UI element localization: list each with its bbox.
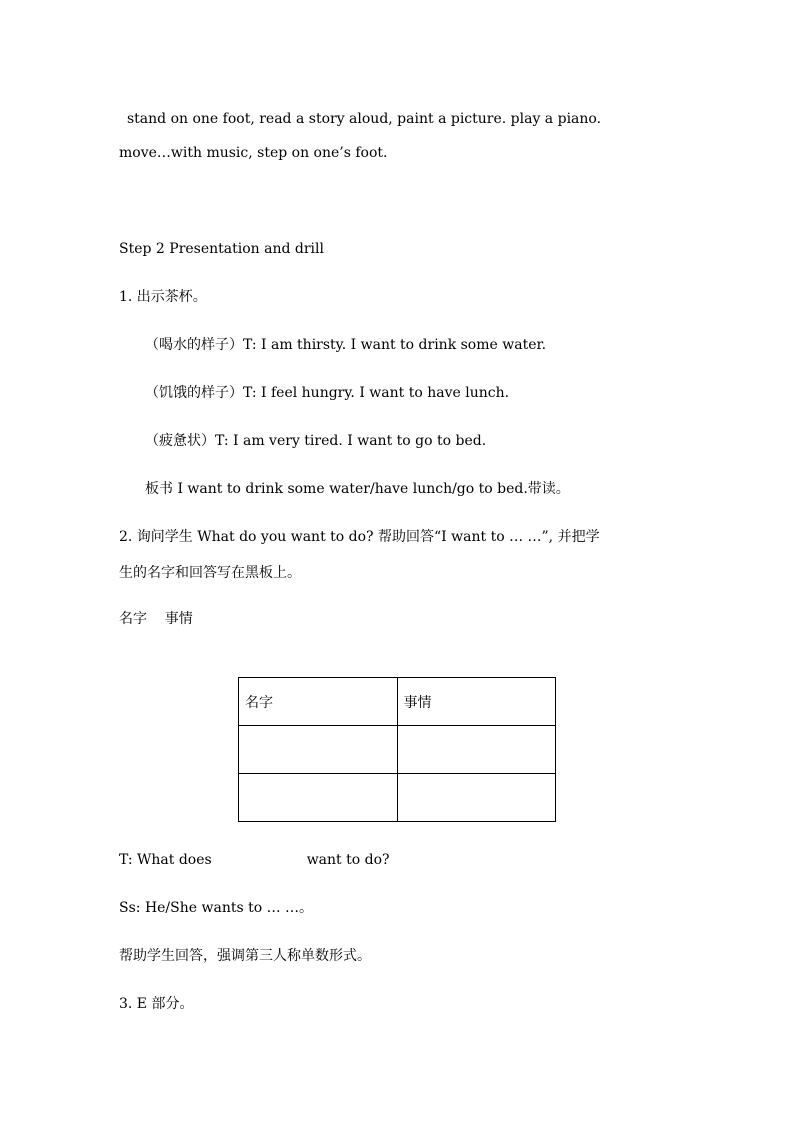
board-writing: 板书 I want to drink some water/have lunch/go to bed.带读。 bbox=[145, 481, 570, 497]
table-header-task: 事情 bbox=[397, 678, 556, 726]
table-row bbox=[239, 774, 556, 822]
answer-line: Ss: He/She wants to … …。 bbox=[119, 900, 314, 916]
question-line bbox=[119, 850, 694, 870]
example-tired: （疲惫状）T: I am very tired. I want to go to bed. bbox=[145, 433, 487, 449]
paragraph-activities: stand on one foot, read a story aloud, paint a picture. play a piano. bbox=[127, 111, 602, 127]
question-part-1: T: What does bbox=[119, 852, 212, 868]
name-task-table bbox=[238, 677, 556, 822]
help-line: 帮助学生回答，强调第三人称单数形式。 bbox=[119, 948, 371, 964]
item-2: 2. 询问学生 What do you want to do? 帮助回答“I want to … …”, 并把学 bbox=[119, 529, 600, 545]
table-header-row bbox=[239, 678, 556, 726]
table-header-name: 名字 bbox=[239, 678, 398, 726]
item-3: 3. E 部分。 bbox=[119, 996, 194, 1012]
example-hungry: （饥饿的样子）T: I feel hungry. I want to have lunch. bbox=[145, 385, 510, 401]
table-cell bbox=[397, 726, 556, 774]
item-2-cont: 生的名字和回答写在黑板上。 bbox=[119, 565, 301, 581]
question-part-2: want to do? bbox=[306, 852, 390, 868]
table-row bbox=[239, 726, 556, 774]
item-1: 1. 出示茶杯。 bbox=[119, 289, 207, 305]
paragraph-activities-cont: move…with music, step on one’s foot. bbox=[119, 145, 388, 161]
table-cell bbox=[239, 726, 398, 774]
table-cell bbox=[397, 774, 556, 822]
table-cell bbox=[239, 774, 398, 822]
step-heading: Step 2 Presentation and drill bbox=[119, 241, 324, 257]
table-caption: 名字 事情 bbox=[119, 611, 193, 627]
example-thirsty: （喝水的样子）T: I am thirsty. I want to drink some water. bbox=[145, 337, 547, 353]
